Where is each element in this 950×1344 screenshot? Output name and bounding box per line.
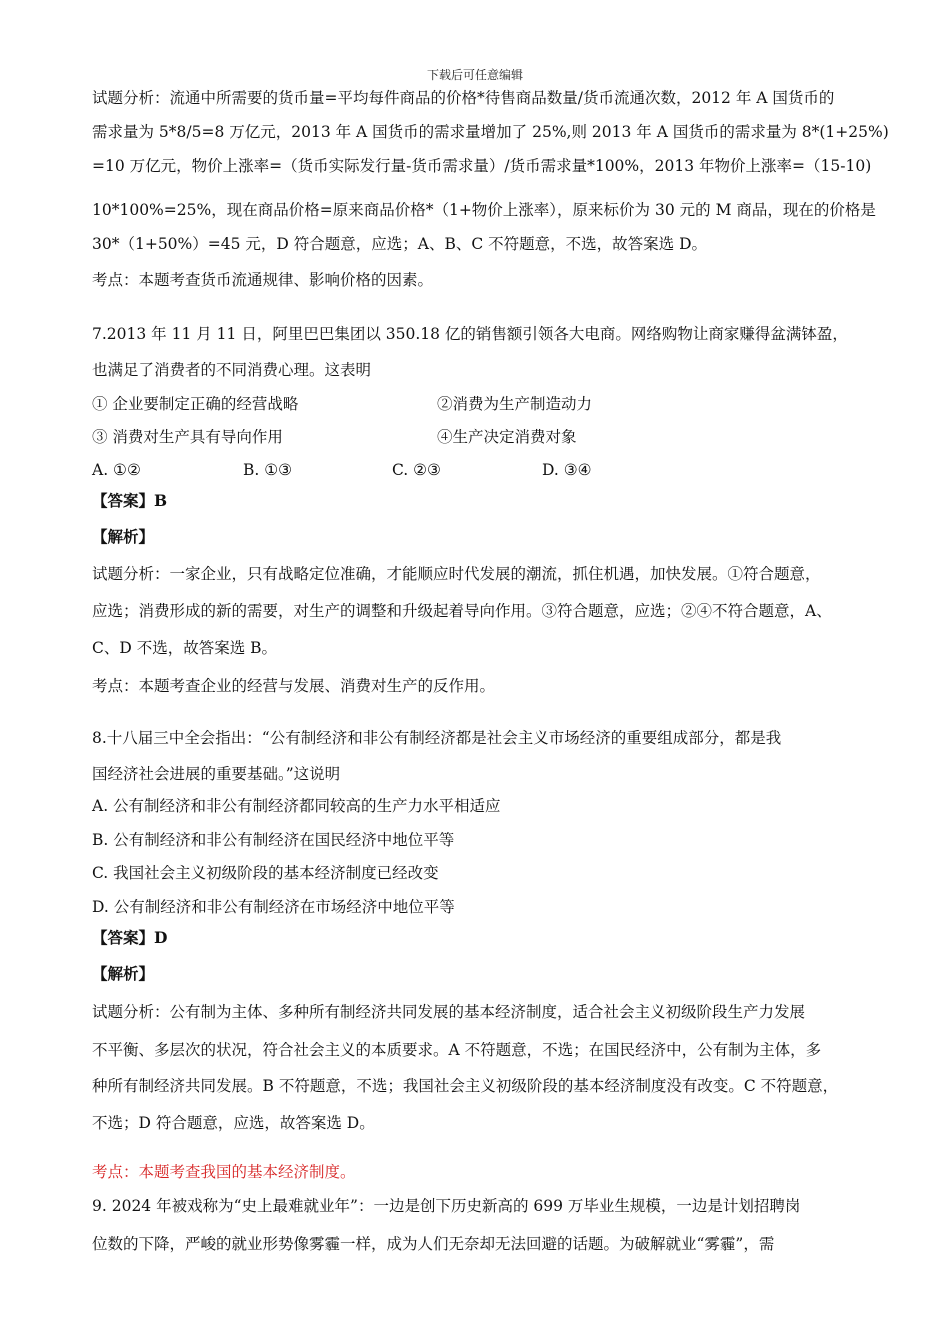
q6-analysis-line: 10*100%=25%，现在商品价格=原来商品价格*（1+物价上涨率），原来标价为 30 元的 M 商品，现在的价格是 — [92, 201, 876, 219]
q7-analysis-line: 应选；消费形成的新的需要，对生产的调整和升级起着导向作用。③符合题意，应选；②④不符合题意，A、 — [92, 602, 832, 620]
q7-stem-line: 7.2013 年 11 月 11 日，阿里巴巴集团以 350.18 亿的销售额引领各大电商。网络购物让商家赚得盆满钵盈， — [92, 325, 848, 343]
q7-item: ④生产决定消费对象 — [437, 428, 577, 446]
q8-jiexi-heading: 【解析】 — [92, 964, 155, 983]
q8-option-d: D. 公有制经济和非公有制经济在市场经济中地位平等 — [92, 898, 455, 916]
q8-stem-line: 国经济社会进展的重要基础。”这说明 — [92, 765, 341, 783]
q8-analysis-line: 不选；D 符合题意，应选，故答案选 D。 — [92, 1114, 375, 1132]
q7-analysis-line: 试题分析：一家企业，只有战略定位准确，才能顺应时代发展的潮流，抓住机遇，加快发展。①符合题意， — [92, 565, 821, 583]
q6-analysis-line: 30*（1+50%）=45 元，D 符合题意，应选；A、B、C 不符题意，不选，故答案选 D。 — [92, 235, 707, 253]
q8-option-a: A. 公有制经济和非公有制经济都同较高的生产力水平相适应 — [92, 797, 501, 815]
q7-option-c: C. ②③ — [392, 461, 441, 479]
q7-option-d: D. ③④ — [542, 461, 592, 479]
q6-analysis-line: =10 万亿元，物价上涨率=（货币实际发行量-货币需求量）/货币需求量*100%，2013 年物价上涨率=（15-10) — [92, 157, 872, 175]
q9-stem-line: 9. 2024 年被戏称为“史上最难就业年”：一边是创下历史新高的 699 万毕业生规模，一边是计划招聘岗 — [92, 1197, 801, 1215]
q8-analysis-line: 不平衡、多层次的状况，符合社会主义的本质要求。A 不符题意，不选；在国民经济中，公有制为主体，多 — [92, 1041, 822, 1059]
q7-analysis-line: C、D 不选，故答案选 B。 — [92, 639, 278, 657]
q6-analysis-line: 需求量为 5*8/5=8 万亿元，2013 年 A 国货币的需求量增加了 25%,则 2013 年 A 国货币的需求量为 8*(1+25%) — [92, 123, 889, 141]
q8-analysis-line: 试题分析：公有制为主体、多种所有制经济共同发展的基本经济制度，适合社会主义初级阶段生产力发展 — [92, 1003, 806, 1021]
q8-option-b: B. 公有制经济和非公有制经济在国民经济中地位平等 — [92, 831, 455, 849]
q6-kaodian: 考点：本题考查货币流通规律、影响价格的因素。 — [92, 271, 434, 289]
q7-answer: 【答案】B — [92, 491, 168, 510]
q8-answer: 【答案】D — [92, 928, 168, 947]
q7-option-b: B. ①③ — [243, 461, 293, 479]
q8-kaodian: 考点：本题考查我国的基本经济制度。 — [92, 1163, 356, 1181]
q8-stem-line: 8.十八届三中全会指出：“公有制经济和非公有制经济都是社会主义市场经济的重要组成部分，都是我 — [92, 729, 782, 747]
q7-stem-line: 也满足了消费者的不同消费心理。这表明 — [92, 361, 372, 379]
q7-option-a: A. ①② — [92, 461, 141, 479]
page-header: 下载后可任意编辑 — [426, 68, 523, 82]
q8-option-c: C. 我国社会主义初级阶段的基本经济制度已经改变 — [92, 864, 439, 882]
q7-item: ① 企业要制定正确的经营战略 — [92, 395, 299, 413]
q7-jiexi-heading: 【解析】 — [92, 527, 155, 546]
q9-stem-line: 位数的下降，严峻的就业形势像雾霾一样，成为人们无奈却无法回避的话题。为破解就业“雾霾”，需 — [92, 1235, 775, 1253]
q7-item: ③ 消费对生产具有导向作用 — [92, 428, 283, 446]
q6-analysis-line: 试题分析：流通中所需要的货币量=平均每件商品的价格*待售商品数量/货币流通次数，2012 年 A 国货币的 — [92, 89, 835, 107]
q7-item: ②消费为生产制造动力 — [437, 395, 593, 413]
q8-analysis-line: 种所有制经济共同发展。B 不符题意，不选；我国社会主义初级阶段的基本经济制度没有改变。C 不符题意， — [92, 1077, 839, 1095]
q7-kaodian: 考点：本题考查企业的经营与发展、消费对生产的反作用。 — [92, 677, 496, 695]
